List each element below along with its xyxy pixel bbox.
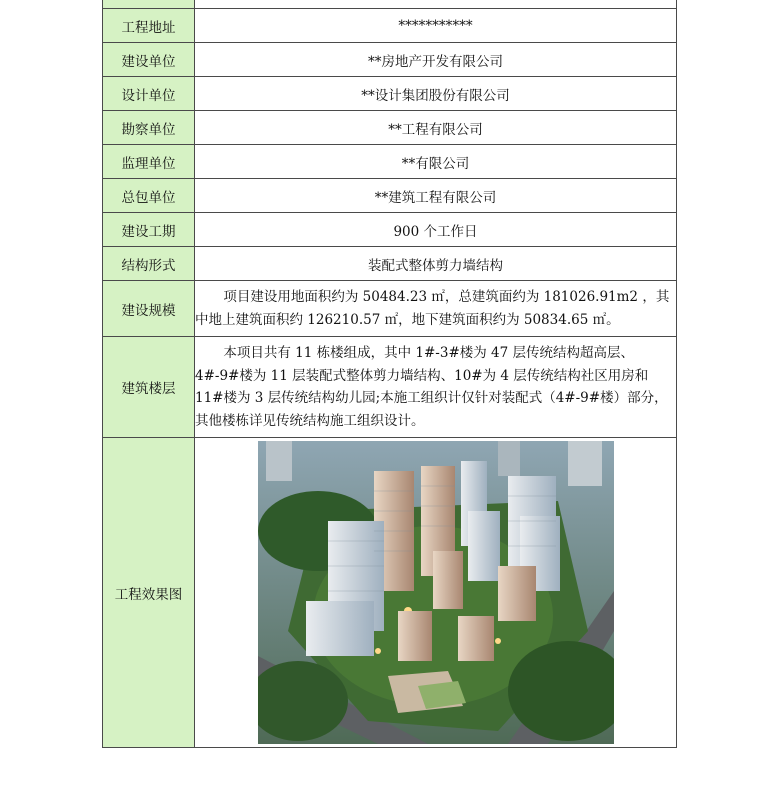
row-value-designer: **设计集团股份有限公司 [195,77,677,111]
row-value-contractor: **建筑工程有限公司 [195,179,677,213]
row-label-address: 工程地址 [103,9,195,43]
project-rendering-image [258,441,614,744]
row-label-developer: 建设单位 [103,43,195,77]
table-row [103,438,677,748]
row-label-contractor: 总包单位 [103,179,195,213]
table-row [103,43,677,77]
row-label-structure: 结构形式 [103,247,195,281]
row-label-supervisor: 监理单位 [103,145,195,179]
top-label-cell [103,0,195,9]
row-value-supervisor: **有限公司 [195,145,677,179]
table-row [103,111,677,145]
row-label-scale: 建设规模 [103,281,195,337]
rendering-illustration [258,441,614,744]
project-info-table [102,0,677,748]
table-row [103,9,677,43]
table-row [103,77,677,111]
row-value-structure: 装配式整体剪力墙结构 [195,247,677,281]
row-value-floors: 本项目共有 11 栋楼组成，其中 1#-3#楼为 47 层传统结构超高层、4#-9#楼为 11 层装配式整体剪力墙结构、10#为 4 层传统结构社区用房和 11#楼为 3 层传统结构幼儿园;本施工组织计仅针对装配式（4#-9#楼）部分，其他楼栋详见传统结构施工组织设计。 [195,337,677,438]
table-row [103,281,677,337]
row-value-duration: 900 个工作日 [195,213,677,247]
table-row [103,247,677,281]
table-row [103,179,677,213]
rendering-cell [195,438,677,748]
row-label-floors: 建筑楼层 [103,337,195,438]
table-row [103,337,677,438]
row-value-scale: 项目建设用地面积约为 50484.23 ㎡，总建筑面约为 181026.91m2 ，其中地上建筑面积约 126210.57 ㎡，地下建筑面积约为 50834.65 ㎡。 [195,281,677,337]
row-label-duration: 建设工期 [103,213,195,247]
row-label-rendering: 工程效果图 [103,438,195,748]
table-row [103,213,677,247]
row-value-developer: **房地产开发有限公司 [195,43,677,77]
table-row [103,145,677,179]
row-value-survey: **工程有限公司 [195,111,677,145]
row-label-designer: 设计单位 [103,77,195,111]
row-label-survey: 勘察单位 [103,111,195,145]
top-value-cell [195,0,677,9]
row-value-address: *********** [195,9,677,43]
table-top-row [103,0,677,9]
